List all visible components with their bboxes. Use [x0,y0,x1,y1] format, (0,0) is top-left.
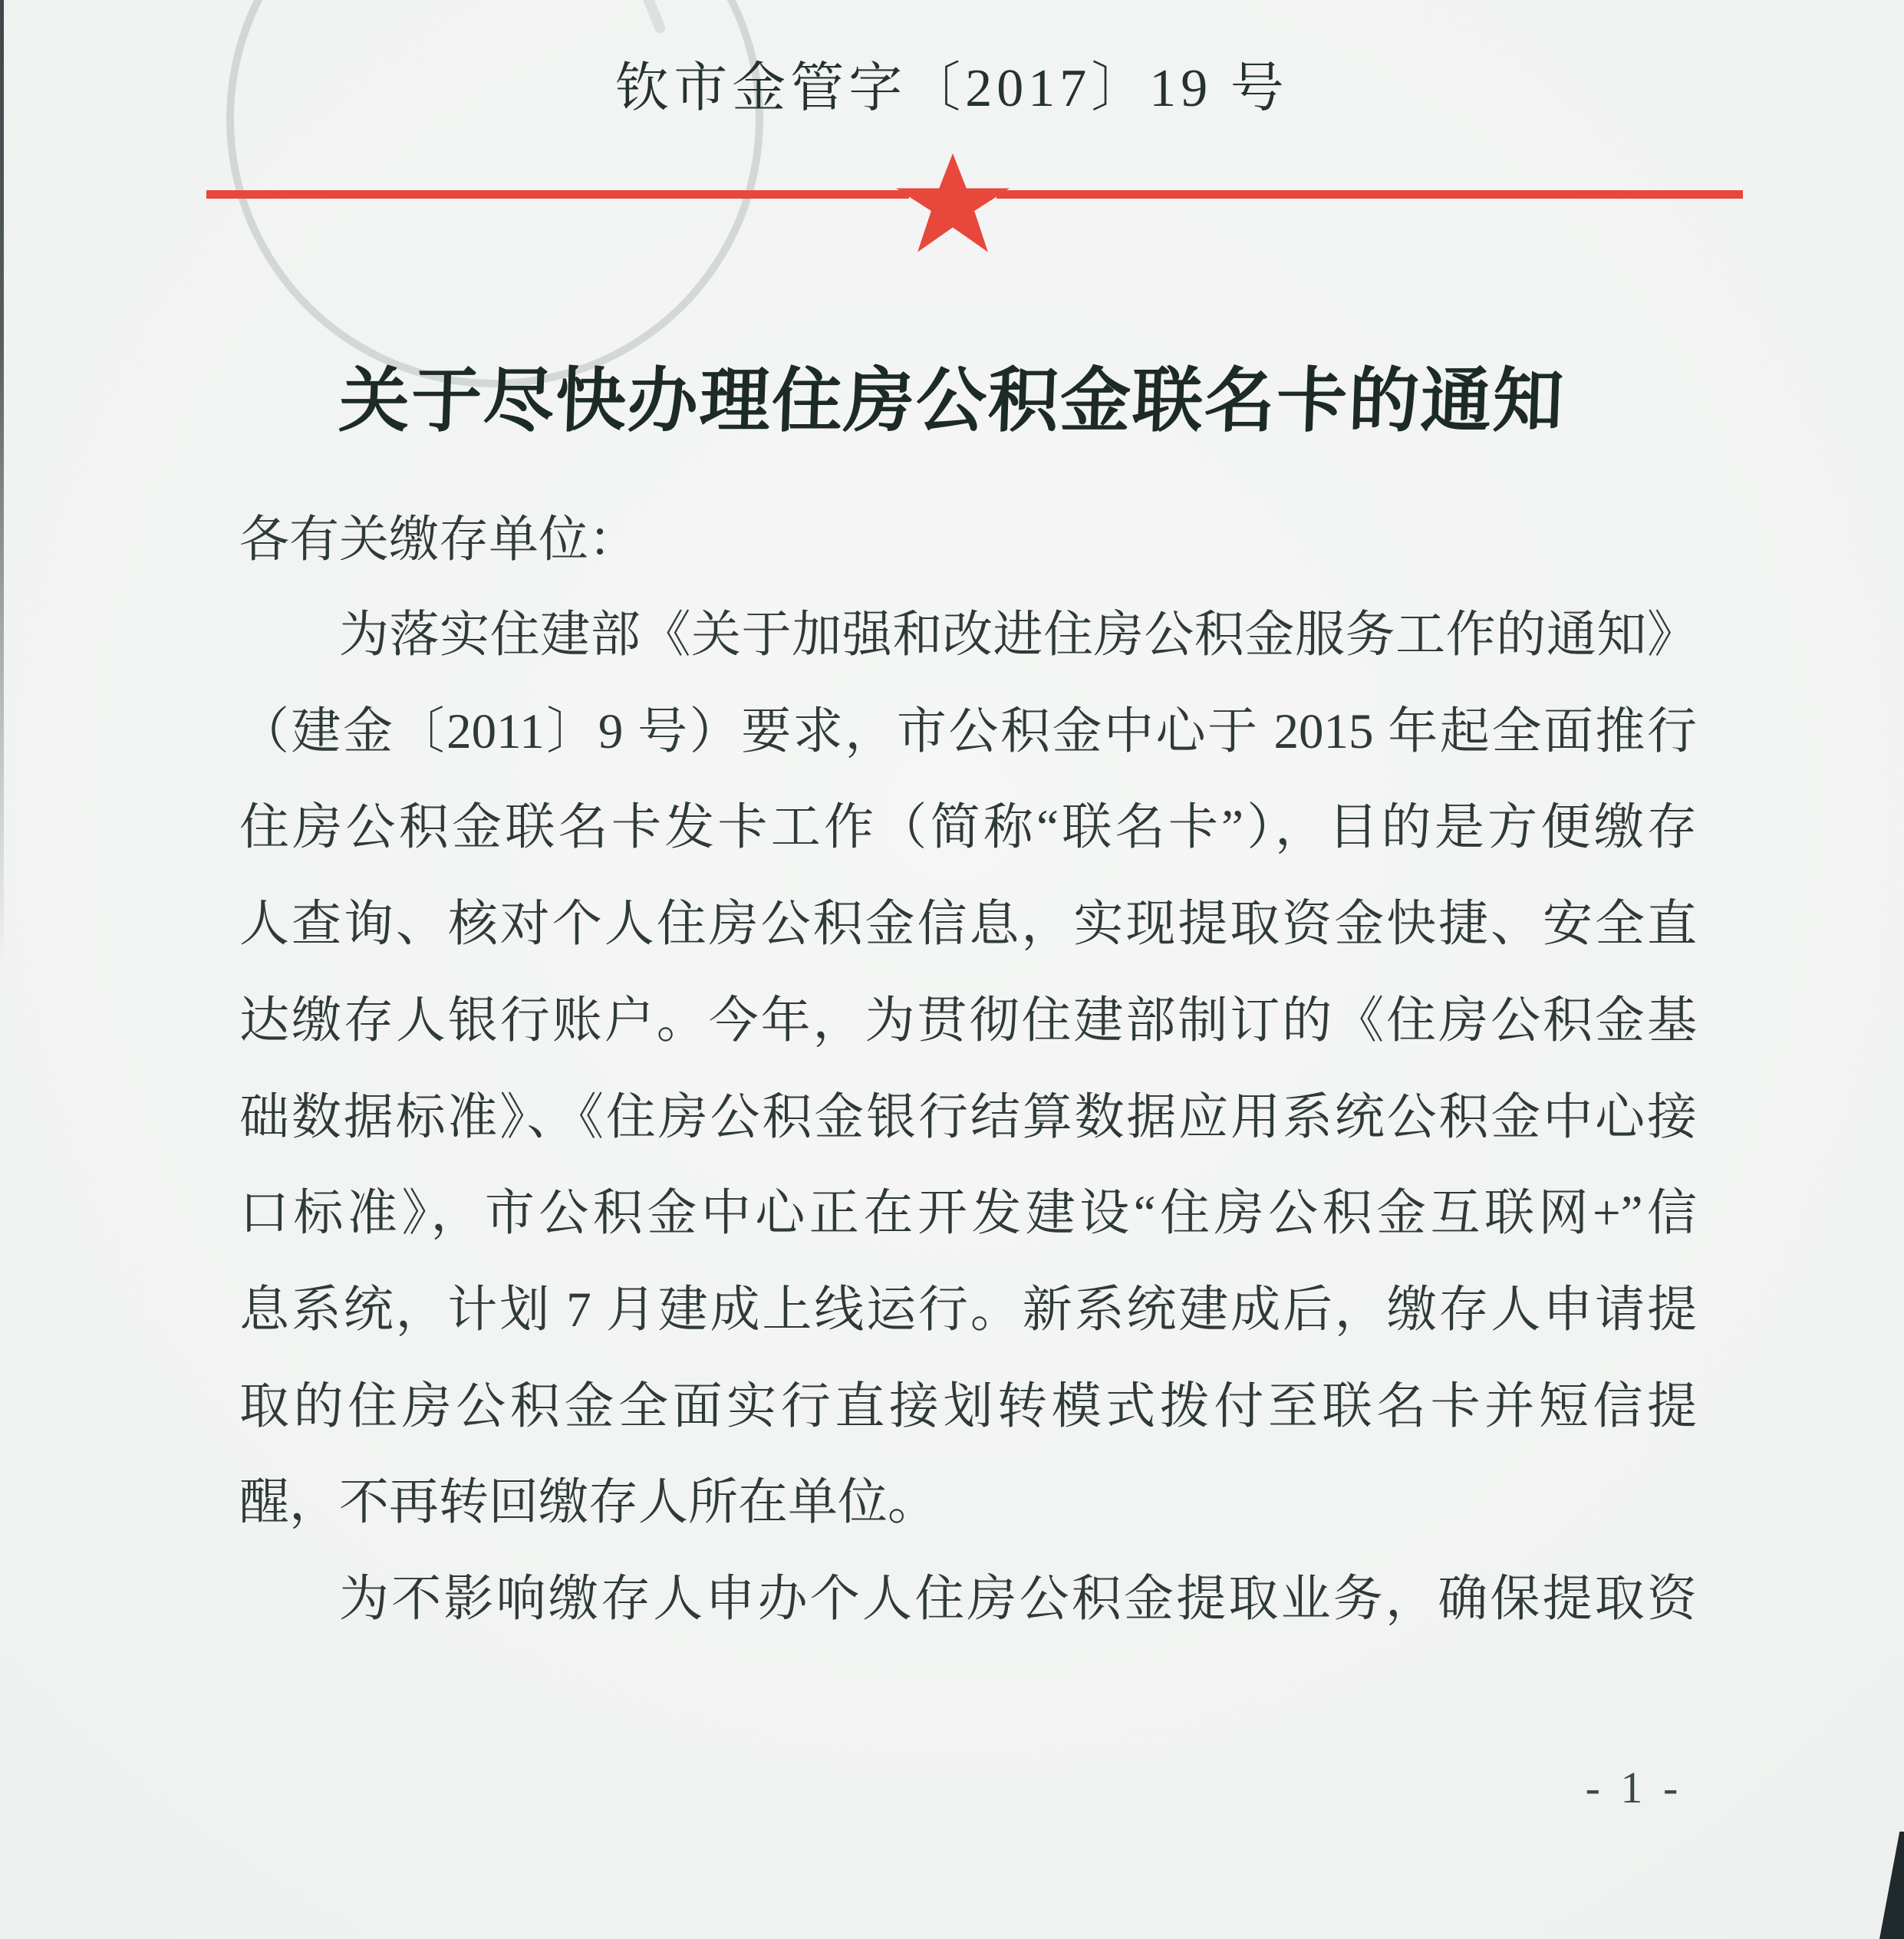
red-divider-line-right [996,190,1743,199]
red-divider-line-left [206,190,909,199]
body-line: 息系统，计划 7 月建成上线运行。新系统建成后，缴存人申请提 [239,1282,1697,1338]
body-line: 为不影响缴存人申办个人住房公积金提取业务，确保提取资 [339,1572,1697,1627]
body-line: 础数据标准》、《住房公积金银行结算数据应用系统公积金中心接 [239,1090,1697,1145]
body-line: 为落实住建部《关于加强和改进住房公积金服务工作的通知》 [339,607,1697,663]
body-line: 醒，不再转回缴存人所在单位。 [239,1475,938,1530]
salutation: 各有关缴存单位： [239,512,639,568]
body-line: 住房公积金联名卡发卡工作（简称“联名卡”），目的是方便缴存 [239,800,1697,855]
scan-artifact-corner [1879,1832,1904,1939]
document-title: 关于尽快办理住房公积金联名卡的通知 [338,362,1566,440]
scan-artifact-left-edge [0,0,4,966]
red-star-icon [896,153,1010,256]
body-line: 口标准》，市公积金中心正在开发建设“住房公积金互联网+”信 [239,1186,1698,1241]
body-line: 人查询、核对个人住房公积金信息，实现提取资金快捷、安全直 [239,897,1697,952]
doc-number: 钦市金管字〔2017〕19 号 [615,59,1289,118]
body-line: （建金〔2011〕9 号）要求，市公积金中心于 2015 年起全面推行 [239,704,1697,759]
body-line: 达缴存人银行账户。今年，为贯彻住建部制订的《住房公积金基 [239,993,1697,1049]
seal-smudge [626,0,667,35]
body-line: 取的住房公积金全面实行直接划转模式拨付至联名卡并短信提 [239,1379,1697,1434]
page-number: - 1 - [1585,1763,1683,1812]
